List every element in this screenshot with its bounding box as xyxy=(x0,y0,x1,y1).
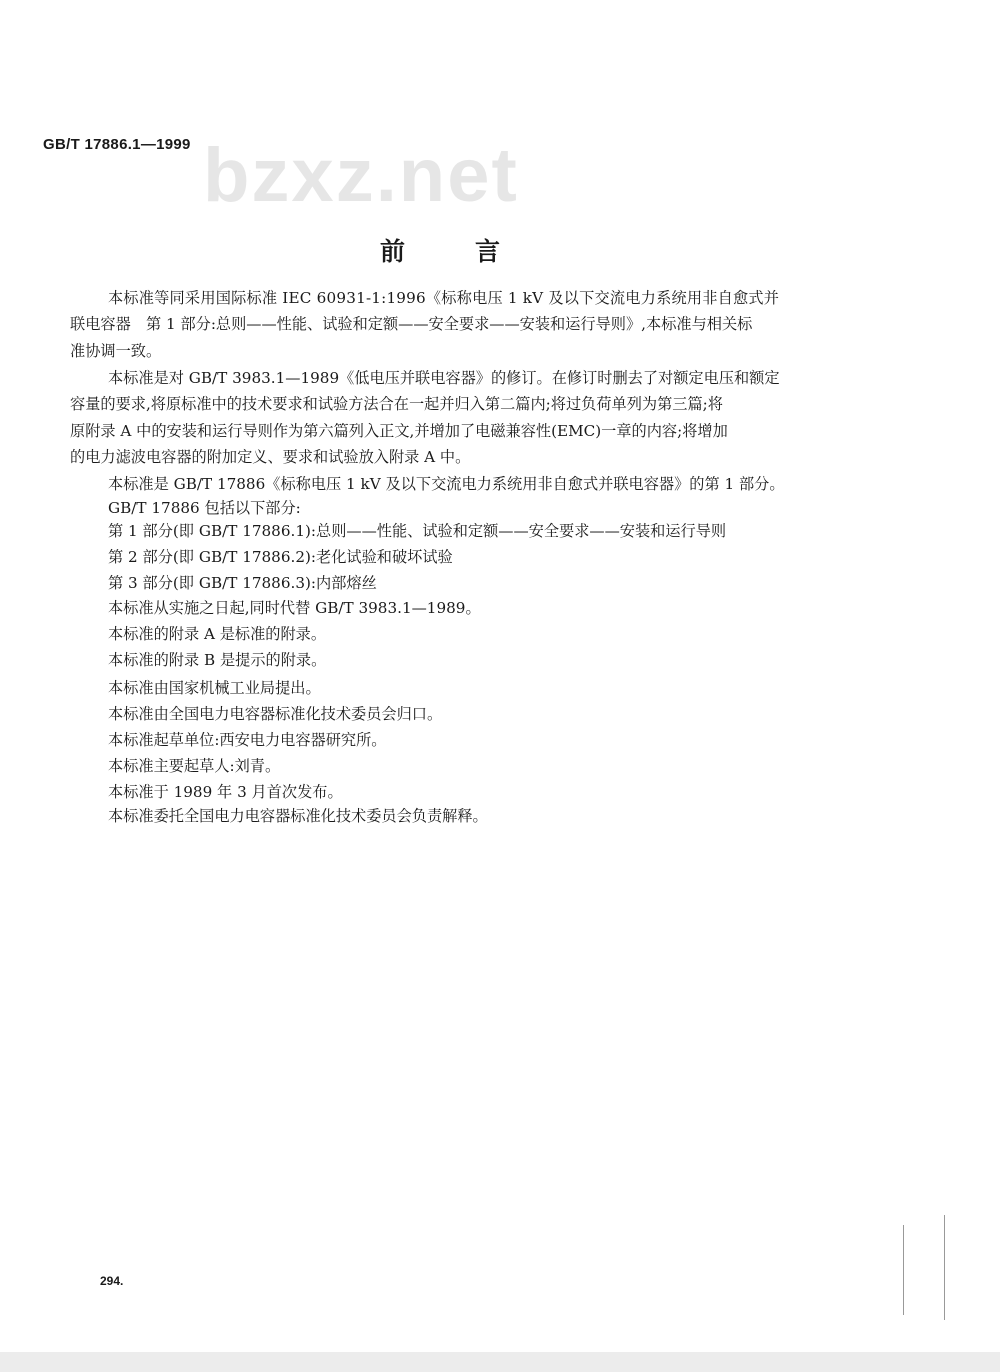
text-line: 本标准的附录 A 是标准的附录。 xyxy=(108,625,327,643)
text-line: 准协调一致。 xyxy=(70,342,162,360)
text-line: 第 3 部分(即 GB/T 17886.3):内部熔丝 xyxy=(108,574,377,592)
text-line: 原附录 A 中的安装和运行导则作为第六篇列入正文,并增加了电磁兼容性(EMC)一章的内容;将增加 xyxy=(70,422,728,440)
scan-artifact xyxy=(903,1225,904,1315)
text-line: 本标准于 1989 年 3 月首次发布。 xyxy=(108,783,343,801)
text-line: 本标准由国家机械工业局提出。 xyxy=(108,679,321,697)
standard-code: GB/T 17886.1—1999 xyxy=(43,136,191,153)
watermark: bzxz.net xyxy=(203,133,519,218)
text-line: GB/T 17886 包括以下部分: xyxy=(108,499,301,517)
text-line: 容量的要求,将原标准中的技术要求和试验方法合在一起并归入第二篇内;将过负荷单列为第三篇;将 xyxy=(70,395,723,413)
text-line: 本标准等同采用国际标准 IEC 60931-1:1996《标称电压 1 kV 及以下交流电力系统用非自愈式并 xyxy=(108,289,780,307)
text-line: 本标准的附录 B 是提示的附录。 xyxy=(108,651,327,669)
text-line: 第 2 部分(即 GB/T 17886.2):老化试验和破坏试验 xyxy=(108,548,453,566)
scan-edge xyxy=(0,1352,1000,1372)
text-line: 第 1 部分(即 GB/T 17886.1):总则——性能、试验和定额——安全要求——安装和运行导则 xyxy=(108,522,727,540)
scan-artifact xyxy=(944,1215,945,1320)
text-line: 本标准委托全国电力电容器标准化技术委员会负责解释。 xyxy=(108,807,488,825)
text-line: 联电容器 第 1 部分:总则——性能、试验和定额——安全要求——安装和运行导则》,本标准与相关标 xyxy=(70,315,753,333)
text-line: 本标准从实施之日起,同时代替 GB/T 3983.1—1989。 xyxy=(108,599,481,617)
text-line: 本标准主要起草人:刘青。 xyxy=(108,757,281,775)
page-number: 294. xyxy=(100,1274,124,1288)
text-line: 本标准起草单位:西安电力电容器研究所。 xyxy=(108,731,387,749)
text-line: 本标准是 GB/T 17886《标称电压 1 kV 及以下交流电力系统用非自愈式并联电容器》的第 1 部分。 xyxy=(108,475,785,493)
text-line: 本标准是对 GB/T 3983.1—1989《低电压并联电容器》的修订。在修订时删去了对额定电压和额定 xyxy=(108,369,780,387)
page-title: 前言 xyxy=(380,237,571,266)
text-line: 的电力滤波电容器的附加定义、要求和试验放入附录 A 中。 xyxy=(70,448,471,466)
text-line: 本标准由全国电力电容器标准化技术委员会归口。 xyxy=(108,705,443,723)
